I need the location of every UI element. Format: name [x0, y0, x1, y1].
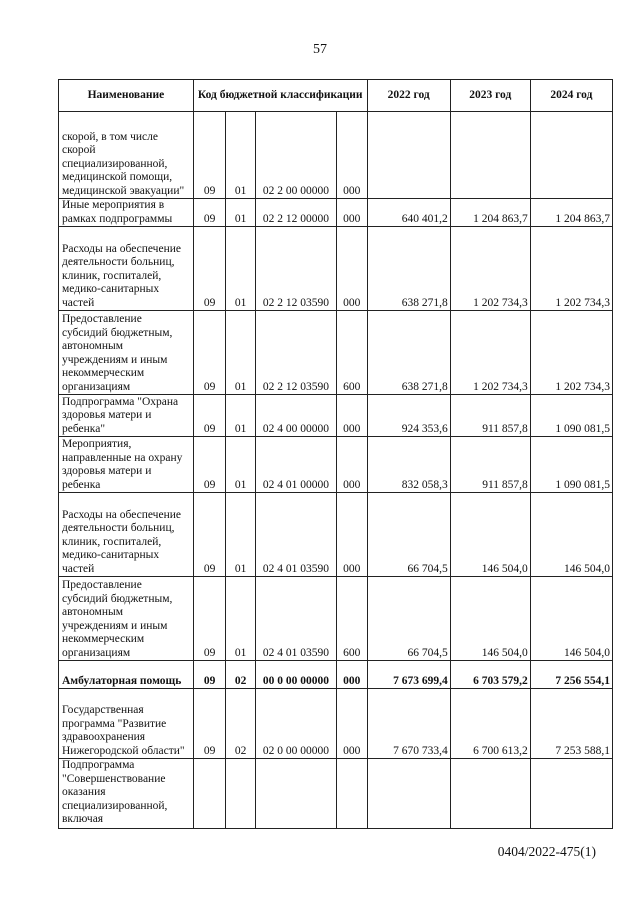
table-row [59, 493, 613, 577]
table-row [59, 395, 613, 437]
row-value-2024: 1 202 734,3 [530, 311, 612, 395]
row-target-code: 02 4 01 03590 [255, 493, 336, 577]
row-section-code [193, 759, 226, 829]
row-value-2022: 638 271,8 [367, 227, 450, 311]
table-row [59, 759, 613, 829]
table-row [59, 437, 613, 493]
row-subsection-code [226, 759, 255, 829]
row-value-2024: 1 090 081,5 [530, 437, 612, 493]
row-subsection-code: 02 [226, 689, 255, 759]
row-section-code: 09 [193, 661, 226, 689]
row-expense-type-code: 000 [337, 227, 368, 311]
row-expense-type-code: 000 [337, 689, 368, 759]
row-value-2023: 1 204 863,7 [450, 199, 530, 227]
row-expense-type-code [337, 759, 368, 829]
row-subsection-code: 02 [226, 661, 255, 689]
row-subsection-code: 01 [226, 395, 255, 437]
row-section-code: 09 [193, 112, 226, 199]
row-name: Иные мероприятия в рамках подпрограммы [59, 199, 194, 227]
row-target-code: 02 4 01 03590 [255, 577, 336, 661]
table-row [59, 311, 613, 395]
row-value-2023 [450, 112, 530, 199]
row-value-2022: 66 704,5 [367, 493, 450, 577]
page-number: 57 [313, 42, 327, 57]
row-expense-type-code: 600 [337, 577, 368, 661]
header-code: Код бюджетной классификации [193, 80, 367, 112]
row-value-2023: 1 202 734,3 [450, 311, 530, 395]
row-target-code: 02 0 00 00000 [255, 689, 336, 759]
row-name: Амбулаторная помощь [59, 661, 194, 689]
row-section-code: 09 [193, 689, 226, 759]
row-value-2022 [367, 112, 450, 199]
row-value-2024 [530, 112, 612, 199]
row-expense-type-code: 000 [337, 437, 368, 493]
row-value-2024: 1 204 863,7 [530, 199, 612, 227]
table-row [59, 227, 613, 311]
row-value-2024 [530, 759, 612, 829]
row-name: Государственная программа "Развитие здравоохранения Нижегородской области" [59, 689, 194, 759]
header-2022: 2022 год [367, 80, 450, 112]
row-section-code: 09 [193, 493, 226, 577]
row-subsection-code: 01 [226, 199, 255, 227]
table-row [59, 199, 613, 227]
row-name: Подпрограмма "Совершенствование оказания специализированной, включая [59, 759, 194, 829]
header-2024: 2024 год [530, 80, 612, 112]
row-value-2024: 7 256 554,1 [530, 661, 612, 689]
row-value-2023: 1 202 734,3 [450, 227, 530, 311]
row-value-2023: 6 700 613,2 [450, 689, 530, 759]
row-subsection-code: 01 [226, 227, 255, 311]
row-value-2024: 7 253 588,1 [530, 689, 612, 759]
row-subsection-code: 01 [226, 493, 255, 577]
table-row [59, 661, 613, 689]
row-value-2022: 924 353,6 [367, 395, 450, 437]
row-value-2023 [450, 759, 530, 829]
table-header-row [59, 80, 613, 112]
row-target-code: 02 2 12 03590 [255, 311, 336, 395]
row-expense-type-code: 000 [337, 112, 368, 199]
row-value-2023: 146 504,0 [450, 493, 530, 577]
row-target-code: 02 4 00 00000 [255, 395, 336, 437]
row-target-code: 02 2 12 00000 [255, 199, 336, 227]
row-value-2024: 1 090 081,5 [530, 395, 612, 437]
table-body [59, 112, 613, 829]
row-target-code: 00 0 00 00000 [255, 661, 336, 689]
row-value-2022 [367, 759, 450, 829]
row-target-code: 02 2 12 03590 [255, 227, 336, 311]
row-subsection-code: 01 [226, 311, 255, 395]
row-name: Предоставление субсидий бюджетным, автономным учреждениям и иным некоммерческим организациям [59, 311, 194, 395]
row-name: Мероприятия, направленные на охрану здоровья матери и ребенка [59, 437, 194, 493]
row-value-2022: 832 058,3 [367, 437, 450, 493]
row-target-code [255, 759, 336, 829]
row-value-2024: 146 504,0 [530, 493, 612, 577]
row-expense-type-code: 000 [337, 493, 368, 577]
row-subsection-code: 01 [226, 112, 255, 199]
row-section-code: 09 [193, 395, 226, 437]
row-value-2023: 146 504,0 [450, 577, 530, 661]
header-name: Наименование [59, 80, 194, 112]
row-value-2022: 638 271,8 [367, 311, 450, 395]
row-value-2022: 66 704,5 [367, 577, 450, 661]
table-row [59, 577, 613, 661]
row-name: Расходы на обеспечение деятельности больниц, клиник, госпиталей, медико-санитарных частей [59, 493, 194, 577]
row-value-2023: 911 857,8 [450, 437, 530, 493]
row-expense-type-code: 600 [337, 311, 368, 395]
row-value-2023: 6 703 579,2 [450, 661, 530, 689]
row-expense-type-code: 000 [337, 661, 368, 689]
row-expense-type-code: 000 [337, 395, 368, 437]
row-name: Предоставление субсидий бюджетным, автономным учреждениям и иным некоммерческим организациям [59, 577, 194, 661]
header-2023: 2023 год [450, 80, 530, 112]
row-name: Расходы на обеспечение деятельности больниц, клиник, госпиталей, медико-санитарных частей [59, 227, 194, 311]
row-subsection-code: 01 [226, 577, 255, 661]
table-row [59, 112, 613, 199]
row-expense-type-code: 000 [337, 199, 368, 227]
row-value-2022: 7 670 733,4 [367, 689, 450, 759]
row-subsection-code: 01 [226, 437, 255, 493]
row-value-2022: 7 673 699,4 [367, 661, 450, 689]
row-section-code: 09 [193, 311, 226, 395]
row-section-code: 09 [193, 227, 226, 311]
row-section-code: 09 [193, 199, 226, 227]
row-name: скорой, в том числе скорой специализированной, медицинской помощи, медицинской эвакуации" [59, 112, 194, 199]
row-value-2024: 1 202 734,3 [530, 227, 612, 311]
budget-table [58, 79, 613, 829]
row-value-2022: 640 401,2 [367, 199, 450, 227]
document-id: 0404/2022-475(1) [497, 844, 596, 859]
row-value-2023: 911 857,8 [450, 395, 530, 437]
table-row [59, 689, 613, 759]
row-name: Подпрограмма "Охрана здоровья матери и ребенка" [59, 395, 194, 437]
row-section-code: 09 [193, 437, 226, 493]
row-target-code: 02 2 00 00000 [255, 112, 336, 199]
row-section-code: 09 [193, 577, 226, 661]
row-value-2024: 146 504,0 [530, 577, 612, 661]
row-target-code: 02 4 01 00000 [255, 437, 336, 493]
